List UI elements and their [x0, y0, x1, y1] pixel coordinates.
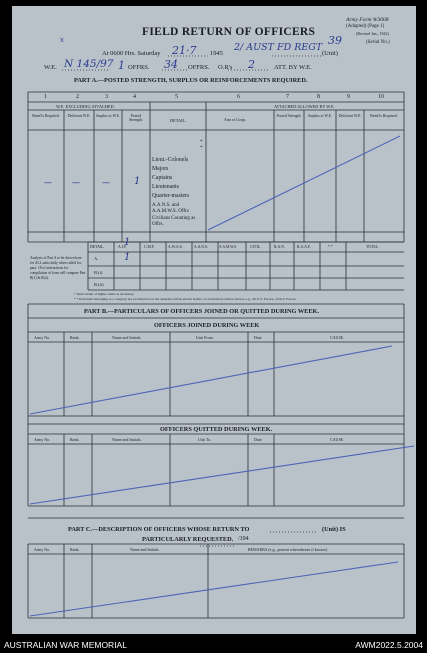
- we-label: W.E.: [44, 64, 57, 71]
- right-header: Surplus to W.E.: [308, 114, 332, 118]
- date-value: 21·7: [172, 44, 197, 57]
- col-number: 6: [237, 94, 240, 100]
- col-number: 7: [286, 94, 289, 100]
- col-number: 3: [105, 94, 108, 100]
- col-number: 1: [44, 94, 47, 100]
- part-a-title: PART A.—POSTED STRENGTH, SURPLUS OR REINFORCEMENTS REQUIRED.: [74, 77, 308, 84]
- footnote: * * Personnel belonging to a category not provided for in the analysis will be shown in this col. Particulars will be shown, e.g., 20 U.S. Forces; 10 R.S. Forces.: [74, 297, 297, 301]
- analysis-value: 1: [124, 252, 131, 263]
- right-header: Reinf'ts Required.: [370, 114, 398, 118]
- left-header: Surplus to W.E.: [96, 114, 120, 118]
- quitted-title: OFFICERS QUITTED DURING WEEK.: [160, 426, 273, 433]
- analysis-header: A.A.N.S.: [194, 245, 209, 249]
- col-number: 2: [76, 94, 79, 100]
- rank-label: A.A.N.S. and A.A.M.W.S. Offrs: [152, 203, 189, 214]
- footer-accession: AWM2022.5.2004: [355, 640, 423, 650]
- joined-header: CAUSE.: [330, 335, 345, 340]
- analysis-header: R.A.N.: [274, 245, 285, 249]
- serial-number: 39: [328, 34, 342, 47]
- detail-header: DETAIL.: [170, 118, 187, 123]
- footer-institution: AUSTRALIAN WAR MEMORIAL: [4, 640, 127, 650]
- part-c-header: Rank.: [70, 547, 80, 552]
- analysis-header: R.A.A.F.: [297, 245, 311, 249]
- part-c-requested: PARTICULARLY REQUESTED.: [142, 536, 234, 543]
- quitted-header: CAUSE.: [330, 437, 345, 442]
- rank-label: Lieutenants: [152, 184, 180, 190]
- star-mark: *: [200, 146, 203, 151]
- stray-mark: x: [60, 36, 64, 44]
- analysis-header: A.W.A.S.: [168, 245, 183, 249]
- rank-label: Majors: [152, 166, 169, 172]
- analysis-note: Analysis of Part A to be shown here for ALL units daily when called for, para. 18 of instructions for compilation of form will compare Part B(1) & B(ii).: [30, 256, 86, 280]
- analysis-row-label: B.(ii): [94, 282, 104, 287]
- col-number: 5: [175, 94, 178, 100]
- part-c-header: Army No.: [34, 547, 51, 552]
- analysis-header: TOTAL.: [366, 245, 380, 249]
- part-b-title: PART B.—PARTICULARS OF OFFICERS JOINED OR QUITTED DURING WEEK.: [84, 308, 320, 315]
- rank-label: Quarter-masters: [152, 193, 190, 199]
- joined-header: Army No.: [34, 335, 51, 340]
- joined-header: Unit From.: [196, 335, 214, 340]
- col-number: 4: [133, 94, 136, 100]
- we-excluding-header: W.E. EXCLUDING ATTACHED.: [56, 104, 115, 109]
- unit-value: 2/ AUST FD REGT: [234, 42, 323, 53]
- col-number: 9: [347, 94, 350, 100]
- analysis-row-label: A.: [94, 256, 99, 261]
- unit-label: (Unit): [322, 50, 338, 57]
- right-header: Deficient W.E.: [338, 114, 362, 118]
- we-value: N 145/97: [64, 58, 114, 70]
- joined-header: Date.: [254, 335, 263, 340]
- posted-strength-value: 1: [134, 176, 141, 187]
- attached-allowed-header: ATTACHED ALLOWED BY W.E.: [274, 104, 335, 109]
- quitted-header: Name and Initials.: [112, 437, 142, 442]
- analysis-header: A.A.M.W.S.: [219, 245, 237, 249]
- joined-title: OFFICERS JOINED DURING WEEK: [154, 322, 260, 329]
- dash-mark: —: [102, 178, 110, 187]
- col-number: 10: [378, 94, 384, 100]
- offrs-value: 1: [118, 59, 125, 72]
- analysis-row-label: B.(i): [94, 270, 103, 275]
- or-value: 34: [164, 58, 178, 71]
- form-id: Army Form W3008: [346, 17, 389, 23]
- dash-mark: —: [72, 178, 80, 187]
- quitted-header: Date.: [254, 437, 263, 442]
- joined-header: Name and Initials.: [112, 335, 142, 340]
- year-label: 1945: [210, 50, 223, 57]
- rank-label: Captains: [152, 175, 173, 181]
- form-page: [12, 6, 416, 634]
- form-title: FIELD RETURN OF OFFICERS: [142, 26, 316, 38]
- footnote: * Insert detail of higher ranks as necessary.: [74, 292, 135, 296]
- archive-footer: [0, 637, 427, 653]
- analysis-header: A.I.F.: [118, 245, 127, 249]
- analysis-value: 1: [124, 237, 131, 248]
- left-header: Posted Strength.: [129, 114, 143, 122]
- analysis-header: DETAIL.: [90, 245, 105, 249]
- analysis-header: CIVIL.: [250, 245, 262, 249]
- offrs-label: OFFRS.: [128, 64, 150, 71]
- form-adapted: (Adapted) (Page 1): [346, 24, 385, 29]
- serial-label: (Serial No.): [366, 40, 390, 45]
- joined-header: Rank.: [70, 335, 80, 340]
- rank-label: Lieut.-Colonels: [152, 157, 189, 163]
- att-value: 2: [248, 58, 255, 71]
- part-c-date: /194: [238, 536, 249, 542]
- part-c-header: Name and Initials.: [130, 547, 160, 552]
- analysis-header: * *: [328, 245, 333, 249]
- quitted-header: Rank.: [70, 437, 80, 442]
- part-c-unit: (Unit) IS: [322, 526, 346, 533]
- quitted-header: Unit To.: [198, 437, 212, 442]
- form-revised: (Revised Jan., 1942): [356, 31, 389, 36]
- att-label: ATT. BY W.E.: [274, 64, 312, 71]
- part-c-header: REMARKS (e.g., present whereabouts if known).: [248, 547, 328, 552]
- dash-mark: —: [44, 178, 52, 187]
- part-c-title: PART C.—DESCRIPTION OF OFFICERS WHOSE RETURN TO: [68, 526, 250, 533]
- right-header: Arm or Corps.: [224, 118, 247, 122]
- at-hours-label: At 0600 Hrs. Saturday: [102, 50, 161, 57]
- rank-label: Civilians Counting as Offrs.: [152, 216, 196, 227]
- left-header: Reinf'ts Required.: [32, 114, 60, 118]
- analysis-header: C.M.F.: [144, 245, 155, 249]
- star-mark: *: [200, 140, 203, 145]
- left-header: Deficient W.E.: [67, 114, 91, 118]
- right-header: Posted Strength.: [276, 114, 302, 118]
- or-label: O.R's: [218, 64, 233, 71]
- quitted-header: Army No.: [34, 437, 51, 442]
- offrs-label-2: OFFRS.: [188, 64, 210, 71]
- col-number: 8: [317, 94, 320, 100]
